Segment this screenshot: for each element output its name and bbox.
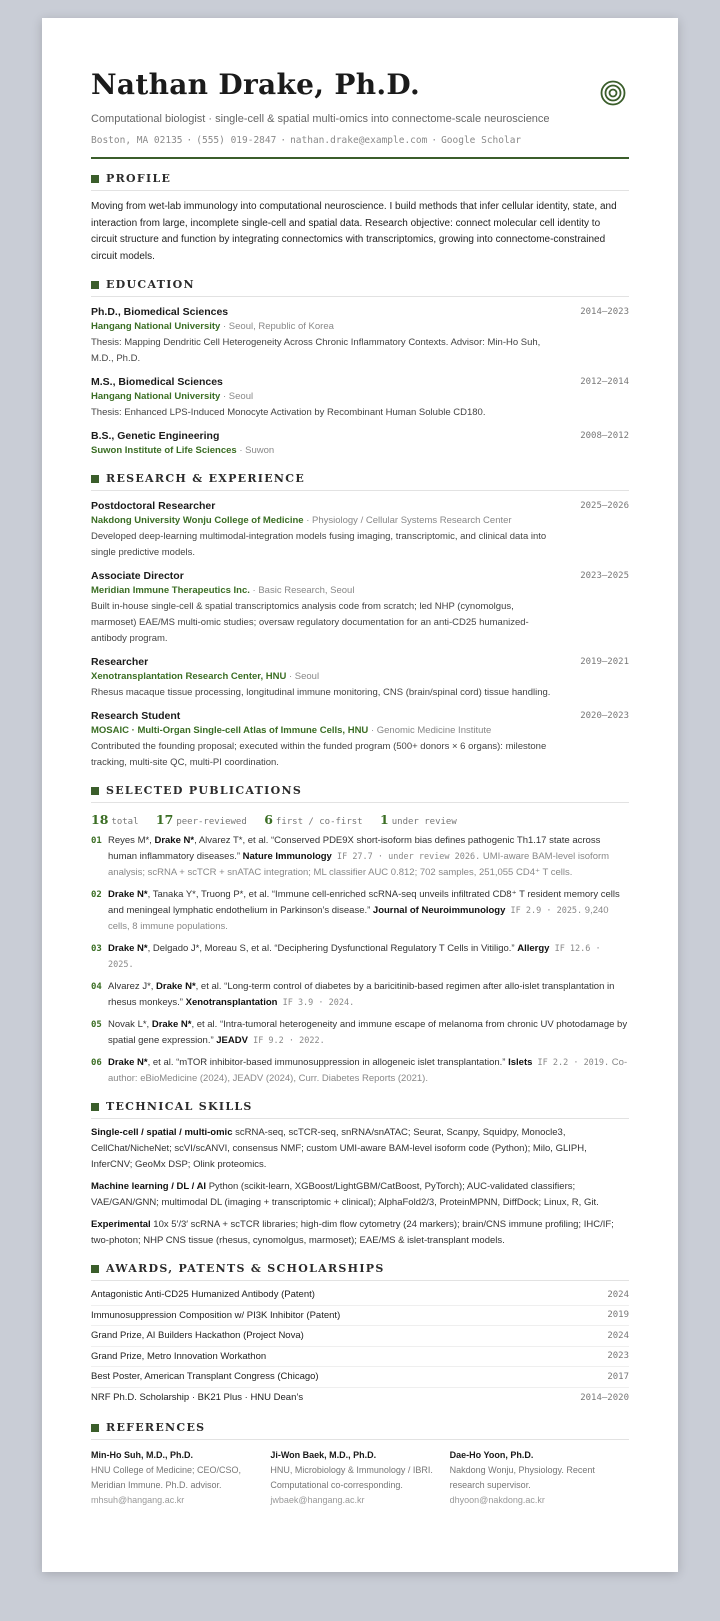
entry-title: Researcher xyxy=(91,656,149,668)
stat-under-review: 1 under review xyxy=(380,812,457,827)
reference-name: Dae-Ho Yoon, Ph.D. xyxy=(449,1450,534,1460)
reference-name: Min-Ho Suh, M.D., Ph.D. xyxy=(91,1450,193,1460)
skill-group: Single-cell / spatial / multi-omic scRNA-seq, scTCR-seq, snRNA/snATAC; Seurat, Scanpy, Squidpy, Monocle3, CellChat/NicheNet; scVI/scANVI, consensus NMF; custom UMI-aware BAM-level isoform code (Python); Milo, GLIPH, InferCNV; GeoMx DSP; Olink proteomics. xyxy=(91,1127,587,1170)
stat-first-author: 6 first / co-first xyxy=(264,812,363,827)
entry-org: Suwon Institute of Life Sciences · Suwon xyxy=(91,445,275,456)
google-scholar-link[interactable]: Google Scholar xyxy=(441,135,522,146)
experience-list xyxy=(91,499,629,771)
entry-title: Ph.D., Biomedical Sciences xyxy=(91,306,229,318)
entry-dates: 2014–2023 xyxy=(580,307,629,317)
entry-org: MOSAIC · Multi-Organ Single-cell Atlas of Immune Cells, HNU · Genomic Medicine Institute xyxy=(91,725,492,736)
education-entry xyxy=(91,305,629,367)
section-title-profile: PROFILE xyxy=(91,172,629,191)
entry-dates: 2020–2023 xyxy=(580,711,629,721)
publication-item: 05 Novak L*, Drake N*, et al. “Intra-tumoral heterogeneity and immune escape of melanoma from chronic UV photodamage by spatial gene expression.” JEADV IF 9.2 · 2022. xyxy=(91,1019,628,1046)
skill-group: Machine learning / DL / AI Python (scikit-learn, XGBoost/LightGBM/CatBoost, PyTorch); AUC-validated classifiers; VAE/GAN/GNN; multimodal DL (imaging + transcriptomic + clinical); AlphaFold2/3, ProteinMPNN, DiffDock; Linux, R, Git. xyxy=(91,1181,599,1208)
reference-card xyxy=(450,1448,629,1508)
entry-dates: 2023–2025 xyxy=(580,571,629,581)
award-item: Grand Prize, Metro Innovation Workathon 2023 xyxy=(91,1347,629,1368)
stat-peer-reviewed: 17 peer-reviewed xyxy=(155,812,247,827)
reference-desc: HNU, Microbiology & Immunology / IBRI. Computational co-corresponding. xyxy=(270,1465,433,1490)
header-divider xyxy=(91,157,629,159)
education-list xyxy=(91,305,629,459)
reference-email-link[interactable]: mhsuh@hangang.ac.kr xyxy=(91,1495,185,1505)
reference-desc: HNU College of Medicine; CEO/CSO, Meridian Immune. Ph.D. advisor. xyxy=(91,1465,242,1490)
entry-dates: 2008–2012 xyxy=(580,431,629,441)
entry-title: Research Student xyxy=(91,710,181,722)
tagline: Computational biologist · single-cell & spatial multi-omics into connectome-scale neuroscience xyxy=(91,113,550,125)
experience-entry xyxy=(91,709,629,771)
section-square-icon xyxy=(91,475,99,483)
skill-group: Experimental 10x 5′/3′ scRNA + scTCR libraries; high-dim flow cytometry (24 markers); brain/CNS immune profiling; IHC/IF; two-photon; NHP CNS tissue (rhesus, cynomolgus, marmoset); EAE/MS & islet-transplant models. xyxy=(91,1219,614,1246)
section-title-experience: RESEARCH & EXPERIENCE xyxy=(91,472,629,491)
awards-list xyxy=(91,1285,629,1408)
publication-item: 01 Reyes M*, Drake N*, Alvarez T*, et al. “Conserved PDE9X short-isoform bias defines pathogenic Th1.17 state across human inflammatory diseases.” Nature Immunology IF 27.7 · under review 2026. UMI-aware BAM-level isoform analysis; scRNA + scTCR + snATAC integration; ML classifier AUC 0.812; 702 samples, 251,055 CD4⁺ T cells. xyxy=(91,835,610,878)
entry-org: Hangang National University · Seoul xyxy=(91,391,254,402)
resume-page xyxy=(42,18,678,1572)
experience-entry xyxy=(91,655,629,701)
award-item: Immunosuppression Composition w/ PI3K Inhibitor (Patent) 2019 xyxy=(91,1306,629,1327)
contact-phone: (555) 019-2847 xyxy=(196,135,277,146)
section-title-publications: SELECTED PUBLICATIONS xyxy=(91,784,629,803)
education-entry xyxy=(91,429,629,459)
entry-org: Xenotransplantation Research Center, HNU · Seoul xyxy=(91,671,320,682)
section-square-icon xyxy=(91,1424,99,1432)
references-list xyxy=(91,1448,629,1508)
entry-dates: 2019–2021 xyxy=(580,657,629,667)
section-title-education: EDUCATION xyxy=(91,278,629,297)
reference-card xyxy=(270,1448,449,1508)
award-item: Grand Prize, AI Builders Hackathon (Project Nova) 2024 xyxy=(91,1326,629,1347)
entry-desc: Thesis: Mapping Dendritic Cell Heterogeneity Across Chronic Inflammatory Contexts. Advisor: Min-Ho Suh, M.D., Ph.D. xyxy=(91,337,541,364)
experience-entry xyxy=(91,569,629,647)
section-title-skills: TECHNICAL SKILLS xyxy=(91,1100,629,1119)
skills-list xyxy=(91,1125,629,1249)
reference-email-link[interactable]: dhyoon@nakdong.ac.kr xyxy=(449,1495,545,1505)
candidate-name: Nathan Drake, Ph.D. xyxy=(91,68,421,101)
entry-desc: Thesis: Enhanced LPS-Induced Monocyte Activation by Recombinant Human Soluble CD180. xyxy=(91,407,486,418)
entry-desc: Built in-house single-cell & spatial transcriptomics analysis code from scratch; led NHP (cynomolgus, marmoset) EAE/MS multi-omic studies; oversaw regulatory documentation for an anti-CD25 humanized-antibody program. xyxy=(91,601,529,644)
profile-text: Moving from wet-lab immunology into computational neuroscience. I build methods that infer cellular identity, state, and interaction from large, incomplete single-cell and spatial data. Research objective: connect molecular cell identity to circuit structure and function by integrating connectomics with transcriptomics, growing into connectome-constrained circuit models. xyxy=(91,201,617,262)
reference-card xyxy=(91,1448,270,1508)
publication-stats xyxy=(91,812,629,827)
entry-title: M.S., Biomedical Sciences xyxy=(91,376,223,388)
entry-title: Postdoctoral Researcher xyxy=(91,500,216,512)
entry-title: Associate Director xyxy=(91,570,184,582)
entry-title: B.S., Genetic Engineering xyxy=(91,430,220,442)
entry-dates: 2025–2026 xyxy=(580,501,629,511)
section-square-icon xyxy=(91,281,99,289)
contact-line: Boston, MA 02135 · (555) 019-2847 · nathan.drake@example.com · Google Scholar xyxy=(91,135,522,146)
award-item: Antagonistic Anti-CD25 Humanized Antibody (Patent) 2024 xyxy=(91,1285,629,1306)
education-entry xyxy=(91,375,629,421)
publication-item: 06 Drake N*, et al. “mTOR inhibitor-based immunosuppression in allogeneic islet transplantation.” Islets IF 2.2 · 2019. Co-author: eBioMedicine (2024), JEADV (2024), Curr. Diabetes Reports (2021). xyxy=(91,1057,628,1084)
reference-desc: Nakdong Wonju, Physiology. Recent research supervisor. xyxy=(449,1465,595,1490)
award-item: NRF Ph.D. Scholarship · BK21 Plus · HNU Dean’s 2014–2020 xyxy=(91,1392,629,1404)
award-item: Best Poster, American Transplant Congress (Chicago) 2017 xyxy=(91,1367,629,1388)
reference-name: Ji-Won Baek, M.D., Ph.D. xyxy=(270,1450,377,1460)
concentric-circles-icon xyxy=(600,80,626,106)
contact-address: Boston, MA 02135 xyxy=(91,135,183,146)
section-square-icon xyxy=(91,175,99,183)
section-title-references: REFERENCES xyxy=(91,1421,629,1440)
contact-email-link[interactable]: nathan.drake@example.com xyxy=(290,135,428,146)
publication-list xyxy=(91,833,629,1087)
entry-org: Hangang National University · Seoul, Republic of Korea xyxy=(91,321,334,332)
entry-org: Nakdong University Wonju College of Medicine · Physiology / Cellular Systems Research Center xyxy=(91,515,512,526)
section-square-icon xyxy=(91,1103,99,1111)
entry-org: Meridian Immune Therapeutics Inc. · Basic Research, Seoul xyxy=(91,585,355,596)
publication-item: 02 Drake N*, Tanaka Y*, Truong P*, et al. “Immune cell-enriched scRNA-seq unveils infiltrated CD8⁺ T resident memory cells and meningeal lymphatic endothelium in Parkinson’s disease.” Journal of Neuroimmunology IF 2.9 · 2025. 9,240 cells, 8 immune populations. xyxy=(91,889,620,932)
experience-entry xyxy=(91,499,629,561)
section-square-icon xyxy=(91,787,99,795)
entry-desc: Contributed the founding proposal; executed within the funded program (500+ donors × 6 organs): milestone tracking, multi-site QC, multi-PI coordination. xyxy=(91,741,547,768)
section-title-awards: AWARDS, PATENTS & SCHOLARSHIPS xyxy=(91,1262,629,1281)
publication-item: 03 Drake N*, Delgado J*, Moreau S, et al. “Deciphering Dysfunctional Regulatory T Cells in Vitiligo.” Allergy IF 12.6 · 2025. xyxy=(91,943,601,970)
section-square-icon xyxy=(91,1265,99,1273)
entry-dates: 2012–2014 xyxy=(580,377,629,387)
entry-desc: Developed deep-learning multimodal-integration models fusing imaging, transcriptomic, and clinical data into single predictive models. xyxy=(91,531,547,558)
entry-desc: Rhesus macaque tissue processing, longitudinal immune monitoring, CNS (brain/spinal cord) tissue handling. xyxy=(91,687,551,698)
stat-total: 18 total xyxy=(91,812,139,827)
reference-email-link[interactable]: jwbaek@hangang.ac.kr xyxy=(270,1495,365,1505)
publication-item: 04 Alvarez J*, Drake N*, et al. “Long-term control of diabetes by a baricitinib-based regimen after allo-islet transplantation in rhesus monkeys.” Xenotransplantation IF 3.9 · 2024. xyxy=(91,981,615,1008)
